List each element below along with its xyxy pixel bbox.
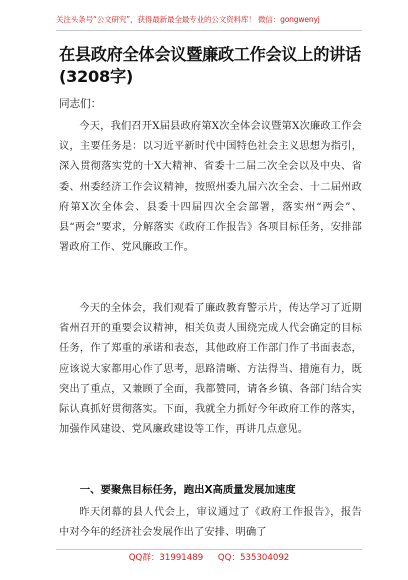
footer-contact bbox=[56, 552, 362, 565]
footer-qq-group: QQ群：31991489 bbox=[128, 553, 204, 563]
header-banner: 关注头条号“公文研究”，获得最新最全最专业的公文资料库！ 微信：gongwenyj bbox=[56, 15, 320, 24]
section-paragraph: 昨天闭幕的县人代会上，审议通过了《政府工作报告》，报告中对今年的经济社会发展作出了安排、明确了 bbox=[59, 507, 362, 539]
header-divider bbox=[56, 30, 362, 31]
section-heading: 一、要聚焦目标任务，跑出X高质量发展加速度 bbox=[79, 484, 296, 496]
document-title: 在县政府全体会议暨廉政工作会议上的讲话(3208字) bbox=[59, 45, 361, 86]
salutation: 同志们： bbox=[59, 98, 102, 110]
footer-qq: QQ：535304092 bbox=[217, 553, 290, 563]
paragraph-2: 今天的全体会，我们观看了廉政教育警示片，传达学习了近期省州召开的重要会议精神，相关负责人围绕完成人代会确定的目标任务，作了郑重的承诺和表态，其他政府工作部门作了书面表态，应该说大家都用心作了思考，思路清晰、方法得当、措施有力，既突出了重点，又兼顾了全面，我都赞同，请各乡镇、各部门结合实际认真抓好贯彻落实。下面，我就全力抓好今年政府工作的落实，加强作风建设、党风廉政建设等工作，再讲几点意见。 bbox=[59, 303, 362, 436]
footer-divider bbox=[56, 549, 362, 550]
paragraph-1: 今天，我们召开X届县政府第X次全体会议暨第X次廉政工作会议，主要任务是：以习近平新时代中国特色社会主义思想为指引，深入贯彻落实党的十X大精神、省委十二届二次全会以及中央、省委、州委经济工作会议精神，按照州委九届六次全会、十二届州政府第X次全体会、县委十四届四次全会部署，落实州“两会”、县“两会”要求，分解落实《政府工作报告》各项目标任务，安排部署政府工作、党风廉政工作。 bbox=[59, 121, 362, 254]
